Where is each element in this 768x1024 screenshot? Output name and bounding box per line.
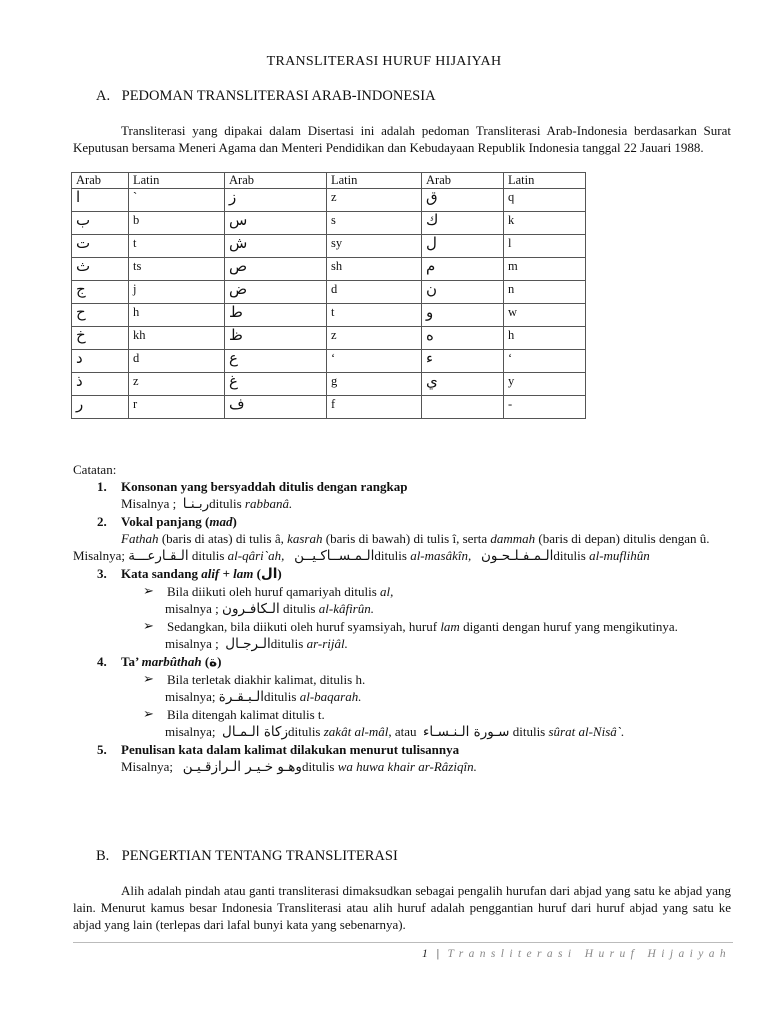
note-2-example	[25, 547, 733, 565]
footer-divider	[73, 942, 733, 943]
latin-letter-cell: z	[327, 327, 422, 350]
page-footer	[422, 948, 731, 960]
table-row	[72, 327, 586, 350]
table-row	[72, 396, 586, 419]
note-3	[73, 565, 733, 583]
latin-letter-cell: ‘	[327, 350, 422, 373]
arabic-letter-cell: ل	[422, 235, 504, 258]
latin-letter-cell: q	[504, 189, 586, 212]
latin-letter-cell: sh	[327, 258, 422, 281]
example-connector: ditulis	[301, 759, 335, 774]
example-connector: ditulis	[282, 601, 316, 616]
note-number: 2.	[97, 514, 107, 529]
latin-letter-cell: ts	[129, 258, 225, 281]
note-number: 4.	[97, 654, 107, 669]
footer-title: Transliterasi Huruf Hijaiyah	[447, 948, 731, 960]
latin-example: al-qâri`ah,	[227, 548, 285, 563]
note-4-bullet-1: ➢ Bila terletak diakhir kalimat, ditulis h.	[143, 672, 366, 687]
latin-letter-cell: d	[327, 281, 422, 304]
table-header: Arab	[422, 173, 504, 189]
example-prefix: Misalnya;	[121, 759, 173, 774]
arabic-example: ربـنـا	[182, 496, 210, 512]
note-5	[73, 741, 733, 758]
latin-letter-cell: z	[327, 189, 422, 212]
example-connector: ditulis	[263, 689, 297, 704]
arabic-example: الـكافـرون	[222, 601, 280, 617]
note-title: Penulisan kata dalam kalimat dilakukan menurut tulisannya	[121, 742, 460, 757]
note-3-example-1	[73, 600, 733, 618]
arabic-letter-cell: ن	[422, 281, 504, 304]
note-2-description: Fathah (baris di atas) di tulis â, kasrah (baris di bawah) di tulis î, serta dammah (baris di depan) ditulis dengan û.	[121, 531, 710, 546]
arabic-letter-cell: ء	[422, 350, 504, 373]
note-3-bullet-1: ➢ Bila diikuti oleh huruf qamariyah ditulis al,	[143, 584, 394, 599]
arabic-letter-cell: ب	[72, 212, 129, 235]
arabic-example: وهـو خـيـر الـرازقـيـن	[182, 759, 302, 775]
latin-letter-cell: y	[504, 373, 586, 396]
latin-letter-cell: j	[129, 281, 225, 304]
arrow-bullet-icon: ➢	[143, 619, 154, 634]
latin-letter-cell: ‘	[504, 350, 586, 373]
table-row	[72, 350, 586, 373]
note-title: Kata sandang alif + lam (ال)	[121, 566, 282, 582]
latin-example: al-masâkîn,	[410, 548, 472, 563]
note-3-bullet-2: ➢ Sedangkan, bila diikuti oleh huruf syamsiyah, huruf lam diganti dengan huruf yang mengikutinya.	[143, 619, 678, 634]
latin-letter-cell: -	[504, 396, 586, 419]
example-prefix: misalnya ;	[165, 601, 219, 616]
arabic-letter-cell: ط	[225, 304, 327, 327]
example-prefix: misalnya ;	[165, 636, 219, 651]
example-prefix: misalnya;	[165, 724, 216, 739]
latin-example: wa huwa khair ar-Râziqîn.	[337, 759, 477, 774]
arabic-letter-cell: ض	[225, 281, 327, 304]
note-number: 5.	[97, 742, 107, 757]
arabic-letter-cell: و	[422, 304, 504, 327]
latin-example: sûrat al-Nisâ`.	[548, 724, 625, 739]
arabic-letter-cell: ه	[422, 327, 504, 350]
arabic-letter-cell: ق	[422, 189, 504, 212]
arabic-letter-cell: ح	[72, 304, 129, 327]
arabic-letter-cell: غ	[225, 373, 327, 396]
arabic-letter-cell: ز	[225, 189, 327, 212]
arrow-bullet-icon: ➢	[143, 672, 154, 687]
note-title: Konsonan yang bersyaddah ditulis dengan rangkap	[121, 479, 408, 494]
page-title: TRANSLITERASI HURUF HIJAIYAH	[266, 54, 502, 69]
footer-separator: |	[436, 948, 440, 960]
example-connector: ditulis	[374, 548, 407, 563]
arabic-letter-cell: م	[422, 258, 504, 281]
arabic-letter-cell: ذ	[72, 373, 129, 396]
notes-section	[73, 461, 733, 776]
example-connector: ditulis	[287, 724, 321, 739]
example-connector: ditulis	[512, 724, 546, 739]
table-row	[72, 212, 586, 235]
note-5-example	[73, 758, 733, 776]
arabic-example: زكاة الـمـال	[222, 724, 288, 740]
note-number: 3.	[97, 566, 107, 581]
latin-example: ar-rijâl.	[306, 636, 348, 651]
note-title: Ta’ marbûthah (ة)	[121, 654, 222, 670]
arabic-letter-cell: ا	[72, 189, 129, 212]
table-header: Latin	[504, 173, 586, 189]
table-row	[72, 373, 586, 396]
latin-letter-cell: b	[129, 212, 225, 235]
example-prefix: Misalnya;	[73, 548, 125, 563]
table-header-row	[72, 173, 586, 189]
latin-example: al-kâfirûn.	[318, 601, 374, 616]
note-1-example	[73, 495, 733, 513]
example-connector: ditulis	[191, 548, 225, 563]
example-prefix: Misalnya ;	[121, 496, 177, 511]
arabic-letter-cell: ش	[225, 235, 327, 258]
latin-letter-cell: t	[129, 235, 225, 258]
note-number: 1.	[97, 479, 107, 494]
latin-letter-cell: r	[129, 396, 225, 419]
latin-letter-cell: h	[129, 304, 225, 327]
arabic-example: الـرجـال	[225, 636, 271, 652]
note-3-example-2	[73, 635, 733, 653]
transliteration-table	[71, 172, 586, 419]
arabic-example: سـورة الـنـسـاء	[423, 724, 510, 740]
arabic-letter-cell: د	[72, 350, 129, 373]
latin-letter-cell: l	[504, 235, 586, 258]
arabic-letter-cell: ج	[72, 281, 129, 304]
example-prefix: misalnya;	[165, 689, 216, 704]
note-title: Vokal panjang (mad)	[121, 514, 237, 529]
example-connector: ditulis	[270, 636, 304, 651]
arabic-letter-cell: ر	[72, 396, 129, 419]
latin-letter-cell: h	[504, 327, 586, 350]
latin-letter-cell: d	[129, 350, 225, 373]
arabic-example: الـبـقـرة	[218, 689, 264, 705]
section-b-title: PENGERTIAN TENTANG TRANSLITERASI	[121, 848, 398, 864]
table-row	[72, 281, 586, 304]
latin-letter-cell: sy	[327, 235, 422, 258]
page-number: 1	[422, 948, 428, 960]
table-header: Latin	[129, 173, 225, 189]
arabic-letter-cell: ف	[225, 396, 327, 419]
section-a-heading	[96, 88, 436, 105]
arabic-example: الـقـارعـــة	[128, 548, 189, 564]
latin-letter-cell: s	[327, 212, 422, 235]
arabic-letter-cell: ث	[72, 258, 129, 281]
table-row	[72, 304, 586, 327]
latin-letter-cell: f	[327, 396, 422, 419]
example-connector: ditulis	[209, 496, 242, 511]
arrow-bullet-icon: ➢	[143, 584, 154, 599]
latin-letter-cell: k	[504, 212, 586, 235]
table-header: Latin	[327, 173, 422, 189]
latin-letter-cell: kh	[129, 327, 225, 350]
arabic-letter-cell: خ	[72, 327, 129, 350]
arabic-letter-cell	[422, 396, 504, 419]
latin-letter-cell: t	[327, 304, 422, 327]
latin-example: al-baqarah.	[299, 689, 362, 704]
note-4	[73, 653, 733, 671]
section-b-letter: B.	[96, 848, 110, 864]
section-b-paragraph: Alih adalah pindah atau ganti transliterasi dimaksudkan sebagai pengalih hurufan dari abjad yang satu ke abjad yang lain. Menurut kamus besar Indonesia Transliterasi atau alih huruf adalah penggantian huruf dari huruf abjad yang satu ke abjad yang lain (terlepas dari lafal bunyi kata yang sebenarnya).	[73, 883, 731, 932]
section-a-letter: A.	[96, 88, 111, 104]
table-row	[72, 235, 586, 258]
table-header: Arab	[225, 173, 327, 189]
arabic-letter-cell: ك	[422, 212, 504, 235]
example-connector: ditulis	[553, 548, 586, 563]
arabic-letter-cell: ع	[225, 350, 327, 373]
note-4-bullet-2: ➢ Bila ditengah kalimat ditulis t.	[143, 707, 325, 722]
latin-example: zakât al-mâl	[323, 724, 389, 739]
arabic-example: الـمـســاكـيــن	[294, 548, 375, 564]
arabic-letter-cell: س	[225, 212, 327, 235]
latin-example: al-muflihûn	[589, 548, 650, 563]
intro-paragraph: Transliterasi yang dipakai dalam Disertasi ini adalah pedoman Transliterasi Arab-Indonesia berdasarkan Surat Keputusan bersama Meneri Agama dan Menteri Pendidikan dan Kebudayaan Republik Indonesia tanggal 22 Jauari 1988.	[73, 123, 731, 155]
latin-letter-cell: m	[504, 258, 586, 281]
latin-letter-cell: w	[504, 304, 586, 327]
arabic-letter-cell: ي	[422, 373, 504, 396]
table-row	[72, 258, 586, 281]
arabic-example: الـمـفـلـحـون	[480, 548, 554, 564]
table-row	[72, 189, 586, 212]
arabic-letter-cell: ظ	[225, 327, 327, 350]
notes-label: Catatan:	[73, 462, 117, 477]
section-b-heading	[96, 848, 398, 865]
latin-letter-cell: n	[504, 281, 586, 304]
latin-example: rabbanâ.	[244, 496, 293, 511]
note-2	[73, 513, 733, 530]
latin-letter-cell: `	[129, 189, 225, 212]
note-1	[73, 478, 733, 495]
arabic-letter-cell: ت	[72, 235, 129, 258]
note-4-example-1	[73, 688, 733, 706]
arrow-bullet-icon: ➢	[143, 707, 154, 722]
table-header: Arab	[72, 173, 129, 189]
latin-letter-cell: z	[129, 373, 225, 396]
arabic-letter-cell: ص	[225, 258, 327, 281]
latin-letter-cell: g	[327, 373, 422, 396]
section-a-title: PEDOMAN TRANSLITERASI ARAB-INDONESIA	[121, 88, 436, 104]
note-4-example-2: misalnya; زكاة الـمـالditulis zakât al-mâl, atau سـورة الـنـسـاء ditulis sûrat al-Nisâ`.	[165, 724, 625, 740]
